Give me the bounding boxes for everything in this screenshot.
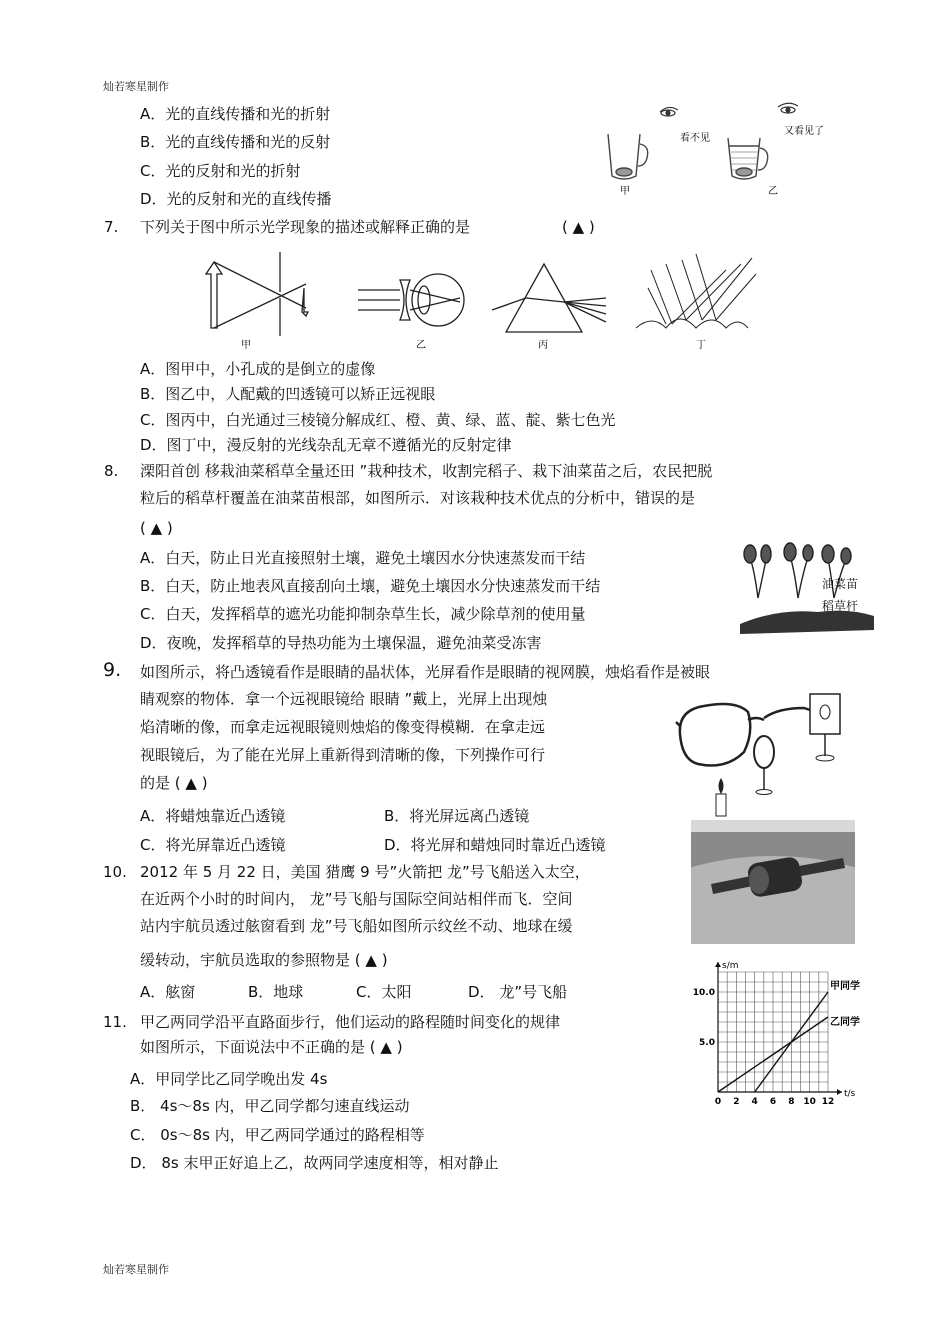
q8-stem-line1: 溧阳首创 移栽油菜稻草全量还田 ”栽种技术，收割完稻子、栽下油菜苗之后，农民把脱 [140,462,713,480]
cup-left [608,134,648,179]
fig-caption-jia: 甲 [241,340,251,351]
fig-right-caption: 乙 [768,186,778,197]
q7-option-c: C．图丙中，白光通过三棱镜分解成红、橙、黄、绿、蓝、靛、紫七色光 [140,411,616,429]
q7-option-d: D．图丁中，漫反射的光线杂乱无章不遵循光的反射定律 [140,436,512,454]
fig-caption-ding: 丁 [696,340,706,351]
optics-figure [196,240,776,354]
pinhole-diagram [206,252,308,336]
diffuse-reflection-diagram [636,254,756,328]
q6-option-a: A．光的直线传播和光的折射 [140,105,331,123]
glasses-figure [674,686,850,820]
x-tick-label: 6 [769,1097,777,1107]
x-tick-label: 12 [821,1097,835,1107]
q11-stem-line2: 如图所示，下面说法中不正确的是 ( ▲ ) [140,1038,403,1056]
y-axis-arrow [715,962,721,967]
q11-option-d: D． 8s 末甲正好追上乙，故两同学速度相等，相对静止 [130,1154,499,1172]
q10-option-d: D． 龙”号飞船 [468,983,568,1001]
y-axis-label: s/m [722,961,739,971]
page-header: 灿若寒星制作 [103,80,169,93]
x-tick-label: 10 [803,1097,816,1107]
q8-answer-mark: ( ▲ ) [140,519,173,537]
q9-stem-line3: 焰清晰的像，而拿走远视眼镜则烛焰的像变得模糊．在拿走远 [140,718,546,736]
q8-option-c: C．白天，发挥稻草的遮光功能抑制杂草生长，减少除草剂的使用量 [140,605,586,623]
q8-number: 8. [104,462,119,480]
q8-stem-line2: 粒后的稻草杆覆盖在油菜苗根部，如图所示．对该栽种技术优点的分析中，错误的是 [140,489,696,507]
fig-left-label: 看不见 [680,133,710,144]
q10-number: 10. [103,863,127,881]
q7-answer-mark: ( ▲ ) [562,218,595,236]
q10-stem-line2: 在近两个小时的时间内， 龙”号飞船与国际空间站相伴而飞．空间 [140,890,573,908]
q11-stem-line1: 甲乙两同学沿平直路面步行，他们运动的路程随时间变化的规律 [140,1013,561,1031]
q9-option-d: D．将光屏和蜡烛同时靠近凸透镜 [384,836,606,854]
q9-number: 9. [103,659,122,681]
page-footer: 灿若寒星制作 [103,1263,169,1276]
fig-caption-yi: 乙 [416,340,426,351]
q11-option-a: A．甲同学比乙同学晚出发 4s [130,1070,328,1088]
x-axis-arrow [837,1089,842,1095]
glasses-icon [676,704,810,766]
fig-label-straw: 稻草杆 [822,599,859,613]
q6-option-b: B．光的直线传播和光的反射 [140,133,331,151]
q10-option-c: C．太阳 [356,983,412,1001]
q10-stem-line3: 站内宇航员透过舷窗看到 龙”号飞船如图所示纹丝不动、地球在缓 [140,917,573,935]
series-label: 乙同学 [830,1017,860,1028]
q9-option-a: A．将蜡烛靠近凸透镜 [140,807,286,825]
series-label: 甲同学 [830,981,860,992]
y-tick-label: 5.0 [699,1038,715,1048]
q7-option-a: A．图甲中，小孔成的是倒立的虚像 [140,360,376,378]
spacecraft-figure [691,820,855,944]
q11-option-b: B． 4s～8s 内，甲乙同学都匀速直线运动 [130,1097,410,1115]
q11-number: 11. [103,1013,127,1031]
q6-option-d: D．光的反射和光的直线传播 [140,190,332,208]
rapeseed-figure [738,538,878,636]
q10-stem-line1: 2012 年 5 月 22 日，美国 猎鹰 9 号”火箭把 龙”号飞船送入太空， [140,863,590,881]
q7-stem: 下列关于图中所示光学现象的描述或解释正确的是 [140,218,471,236]
x-axis-label: t/s [844,1089,856,1099]
q11-option-c: C． 0s～8s 内，甲乙两同学通过的路程相等 [130,1126,425,1144]
distance-time-chart [692,958,874,1108]
q10-option-a: A．舷窗 [140,983,196,1001]
q9-stem-line5: 的是 ( ▲ ) [140,774,208,792]
candle-icon [716,778,726,816]
x-tick-label: 4 [751,1097,758,1107]
x-tick-label: 8 [788,1097,795,1107]
screen-icon [810,694,840,734]
eye-lens-diagram [358,274,464,326]
q6-option-c: C．光的反射和光的折射 [140,162,301,180]
prism-diagram [492,264,606,332]
fig-label-seedling: 油菜苗 [822,577,859,591]
eye-icon-left [660,107,678,116]
q7-option-b: B．图乙中，人配戴的凹透镜可以矫正远视眼 [140,385,436,403]
cups-figure [598,94,843,202]
convex-lens-icon [754,736,774,768]
q8-option-a: A．白天，防止日光直接照射土壤，避免土壤因水分快速蒸发而干结 [140,549,586,567]
fig-caption-bing: 丙 [538,340,548,351]
q9-option-b: B．将光屏远离凸透镜 [384,807,530,825]
fig-right-label: 又看见了 [784,126,824,137]
q9-stem-line2: 睛观察的物体．拿一个远视眼镜给 眼睛 ”戴上，光屏上出现烛 [140,690,548,708]
fig-left-caption: 甲 [620,186,630,197]
q8-option-d: D．夜晚，发挥稻草的导热功能为土壤保温，避免油菜受冻害 [140,634,542,652]
cup-right [728,138,768,179]
q9-stem-line4: 视眼镜后，为了能在光屏上重新得到清晰的像，下列操作可行 [140,746,546,764]
q10-option-b: B．地球 [248,983,304,1001]
x-tick-label: 0 [714,1097,722,1107]
q9-stem-line1: 如图所示，将凸透镜看作是眼睛的晶状体，光屏看作是眼睛的视网膜，烛焰看作是被眼 [140,663,711,681]
q10-stem-line4: 缓转动，宇航员选取的参照物是 ( ▲ ) [140,951,388,969]
q7-number: 7. [104,218,119,236]
q8-option-b: B．白天，防止地表风直接刮向土壤，避免土壤因水分快速蒸发而干结 [140,577,601,595]
y-tick-label: 10.0 [692,988,715,998]
eye-icon-right [778,103,798,113]
x-tick-label: 2 [733,1097,740,1107]
q9-option-c: C．将光屏靠近凸透镜 [140,836,286,854]
